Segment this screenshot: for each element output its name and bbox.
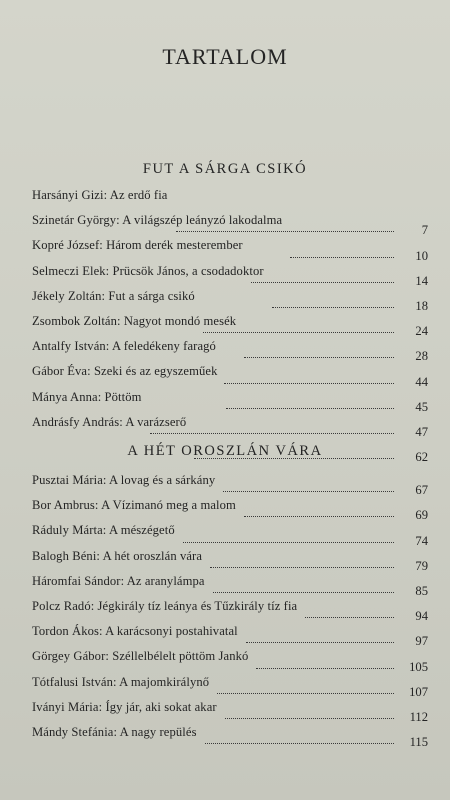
toc-entry-text: Iványi Mária: Így jár, aki sokat akar xyxy=(32,699,217,714)
toc-entry xyxy=(32,599,428,624)
leader-dots xyxy=(205,741,394,744)
toc-entry-text: Szinetár György: A világszép leányzó lakodalma xyxy=(32,213,283,228)
toc-page-number: 74 xyxy=(415,533,428,548)
toc-entry-text: Ráduly Márta: A mészégető xyxy=(32,523,175,538)
toc-entry xyxy=(32,725,428,750)
toc-page-number: 62 xyxy=(415,450,428,465)
toc-entry xyxy=(32,523,428,548)
leader-dots xyxy=(223,489,394,492)
toc-entry xyxy=(32,700,428,725)
toc-entry xyxy=(32,549,428,574)
toc-entry-text: Gábor Éva: Szeki és az egyszeműek xyxy=(32,364,218,379)
toc-entry xyxy=(32,473,428,498)
toc-entry-text: Mánya Anna: Pöttöm xyxy=(32,389,142,404)
toc-list-2 xyxy=(32,473,428,750)
toc-page-number: 24 xyxy=(415,324,428,339)
toc-entry xyxy=(32,675,428,700)
toc-entry-text: Kopré József: Három derék mesterember xyxy=(32,238,243,253)
toc-page-number: 18 xyxy=(415,298,428,313)
toc-page-number: 7 xyxy=(421,223,428,238)
toc-page-number: 44 xyxy=(415,374,428,389)
leader-dots xyxy=(272,305,394,308)
toc-page-number: 85 xyxy=(415,583,428,598)
toc-page-number: 47 xyxy=(415,424,428,439)
toc-entry-text: Pusztai Mária: A lovag és a sárkány xyxy=(32,473,216,487)
leader-dots xyxy=(217,691,394,694)
leader-dots xyxy=(176,229,395,232)
toc-entry-text: Selmeczi Elek: Prücsök János, a csodadoktor xyxy=(32,263,264,278)
toc-entry-text: Zsombok Zoltán: Nagyot mondó mesék xyxy=(32,313,237,328)
leader-dots xyxy=(213,590,394,593)
page-title: TARTALOM xyxy=(162,44,288,69)
leader-dots xyxy=(183,540,394,543)
leader-dots xyxy=(305,615,394,618)
toc-page-number: 105 xyxy=(409,659,428,674)
toc-entry-text: Polcz Radó: Jégkirály tíz leánya és Tűzkirály tíz fia xyxy=(32,598,298,613)
toc-entry-text: Jékely Zoltán: Fut a sárga csikó xyxy=(32,288,195,303)
toc-list-1 xyxy=(32,188,428,465)
leader-dots xyxy=(203,330,394,333)
toc-entry xyxy=(32,415,428,440)
leader-dots xyxy=(150,431,394,434)
toc-entry-text: Görgey Gábor: Széllelbélelt pöttöm Jankó xyxy=(32,649,249,664)
toc-entry xyxy=(32,574,428,599)
toc-page-number: 94 xyxy=(415,609,428,624)
toc-page-number: 69 xyxy=(415,508,428,523)
toc-page-number: 79 xyxy=(415,558,428,573)
toc-entry xyxy=(32,649,428,674)
toc-entry xyxy=(32,314,428,339)
leader-dots xyxy=(256,666,394,669)
toc-entry-text: Antalfy István: A feledékeny faragó xyxy=(32,339,216,354)
leader-dots xyxy=(251,280,394,283)
section-heading-1: FUT A SÁRGA CSIKÓ xyxy=(142,161,308,177)
toc-entry-text: Balogh Béni: A hét oroszlán vára xyxy=(32,548,203,563)
toc-entry-text: Tordon Ákos: A karácsonyi postahivatal xyxy=(32,624,238,639)
toc-entry xyxy=(32,213,428,238)
toc-entry xyxy=(32,390,428,415)
toc-page-number: 67 xyxy=(415,483,428,498)
leader-dots xyxy=(244,355,394,358)
toc-page-number: 115 xyxy=(409,735,428,750)
toc-page-number: 14 xyxy=(415,273,428,288)
toc-page-number: 112 xyxy=(409,709,428,724)
toc-entry xyxy=(32,264,428,289)
toc-page-number: 28 xyxy=(415,349,428,364)
toc-entry xyxy=(32,188,428,213)
toc-page-number: 10 xyxy=(415,248,428,263)
leader-dots xyxy=(224,381,394,384)
toc-page-number: 97 xyxy=(415,634,428,649)
toc-page-number: 45 xyxy=(415,399,428,414)
toc-page-number: 107 xyxy=(409,684,428,699)
toc-entry xyxy=(32,498,428,523)
toc-entry xyxy=(32,339,428,364)
toc-entry-text: Mándy Stefánia: A nagy repülés xyxy=(32,724,197,739)
leader-dots xyxy=(290,255,394,258)
leader-dots xyxy=(226,406,395,409)
leader-dots xyxy=(244,514,394,517)
leader-dots xyxy=(246,640,394,643)
toc-entry-text: Harsányi Gizi: Az erdő fia xyxy=(32,188,168,202)
toc-entry-text: Háromfai Sándor: Az aranylámpa xyxy=(32,573,205,588)
toc-entry xyxy=(32,289,428,314)
toc-entry xyxy=(32,364,428,389)
leader-dots xyxy=(210,565,394,568)
toc-entry-text: Bor Ambrus: A Vízimanó meg a malom xyxy=(32,498,236,513)
section-heading-2: A HÉT OROSZLÁN VÁRA xyxy=(127,443,323,459)
toc-entry xyxy=(32,238,428,263)
toc-entry xyxy=(32,624,428,649)
toc-entry-text: Tótfalusi István: A majomkirálynő xyxy=(32,674,210,689)
toc-entry-text: Andrásfy András: A varázserő xyxy=(32,414,187,429)
leader-dots xyxy=(225,716,394,719)
